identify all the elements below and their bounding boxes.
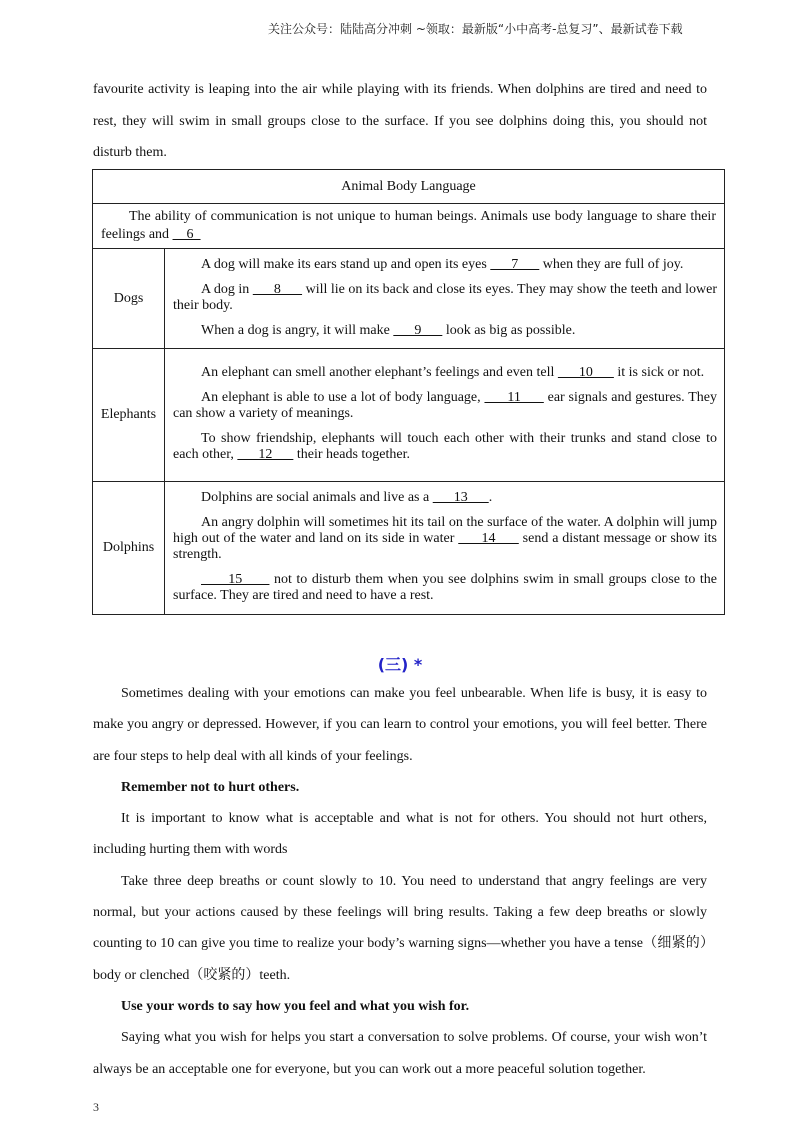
blank-10: 10 <box>557 365 614 380</box>
table-intro-text: The ability of communication is not unique to human beings. Animals use body language to share their feelings and <box>101 209 716 242</box>
passage-subheading: Remember not to hurt others. <box>121 779 300 795</box>
blank-9: 9 <box>393 322 443 338</box>
elephants-items <box>165 349 725 482</box>
blank-12: 12 <box>237 447 294 462</box>
blank-8: 8 <box>252 281 303 297</box>
animal-label-dolphins: Dolphins <box>93 482 165 615</box>
animal-label-dogs: Dogs <box>93 249 165 349</box>
table-item: 15 not to disturb them when you see dolphins swim in small groups close to the surface. They are tired and need to have a rest. <box>173 572 717 603</box>
intro-paragraph <box>93 74 707 169</box>
passage-subheading: Use your words to say how you feel and what you wish for. <box>121 998 470 1014</box>
table-item: A dog in 8 will lie on its back and close its eyes. They may show the teeth and lower their body. <box>173 281 717 313</box>
page-number: 3 <box>93 1100 99 1114</box>
body-language-table <box>92 169 725 615</box>
dolphins-items <box>165 482 725 615</box>
section-heading: (三) * <box>377 655 423 674</box>
animal-label-elephants: Elephants <box>93 349 165 482</box>
blank-15: 15 <box>201 572 270 587</box>
table-intro <box>93 204 725 249</box>
blank-14: 14 <box>458 531 519 546</box>
table-item: Dolphins are social animals and live as a 13 . <box>201 490 493 505</box>
table-item: To show friendship, elephants will touch each other with their trunks and stand close to each other, 12 their heads together. <box>173 431 717 462</box>
page-header: 关注公众号：陆陆高分冲刺 ~领取：最新版“小中高考-总复习”、最新试卷下载 <box>268 22 683 36</box>
table-item: When a dog is angry, it will make 9 look as big as possible. <box>201 322 576 338</box>
passage-paragraph: Saying what you wish for helps you start a conversation to solve problems. Of course, your wish won’t always be an acceptable one for everyone, but you can work out a more peaceful solution together. <box>93 1030 707 1077</box>
passage <box>93 678 707 1085</box>
table-item: An elephant is able to use a lot of body language, 11 ear signals and gestures. They can show a variety of meanings. <box>173 390 717 421</box>
blank-6: 6 <box>172 227 201 242</box>
passage-paragraph: Sometimes dealing with your emotions can make you feel unbearable. When life is busy, it is easy to make you angry or depressed. However, if you can learn to control your emotions, you will feel better. There are four steps to help deal with all kinds of your feelings. <box>93 686 707 764</box>
table-item: An angry dolphin will sometimes hit its tail on the surface of the water. A dolphin will jump high out of the water and land on its side in water 14 send a distant message or show its strength. <box>173 515 718 562</box>
blank-11: 11 <box>484 390 544 405</box>
dogs-items <box>165 249 725 349</box>
table-item: An elephant can smell another elephant’s feelings and even tell 10 it is sick or not. <box>201 365 705 380</box>
table-title: Animal Body Language <box>93 170 725 204</box>
table-item: A dog will make its ears stand up and open its eyes 7 when they are full of joy. <box>201 256 684 272</box>
blank-7: 7 <box>490 256 540 272</box>
intro-text: favourite activity is leaping into the air while playing with its friends. When dolphins are tired and need to rest, they will swim in small groups close to the surface. If you see dolphins doing this, you should not disturb them. <box>93 82 707 160</box>
blank-13: 13 <box>432 490 489 505</box>
passage-paragraph: Take three deep breaths or count slowly to 10. You need to understand that angry feelings are very normal, but your actions caused by these feelings will bring results. Taking a few deep breaths or slowly counting to 10 can give you time to realize your body’s warning signs—whether you have a tense（细紧的）body or clenched（咬紧的）teeth. <box>93 873 707 983</box>
passage-paragraph: It is important to know what is acceptable and what is not for others. You should not hurt others, including hurting them with words <box>93 811 707 858</box>
